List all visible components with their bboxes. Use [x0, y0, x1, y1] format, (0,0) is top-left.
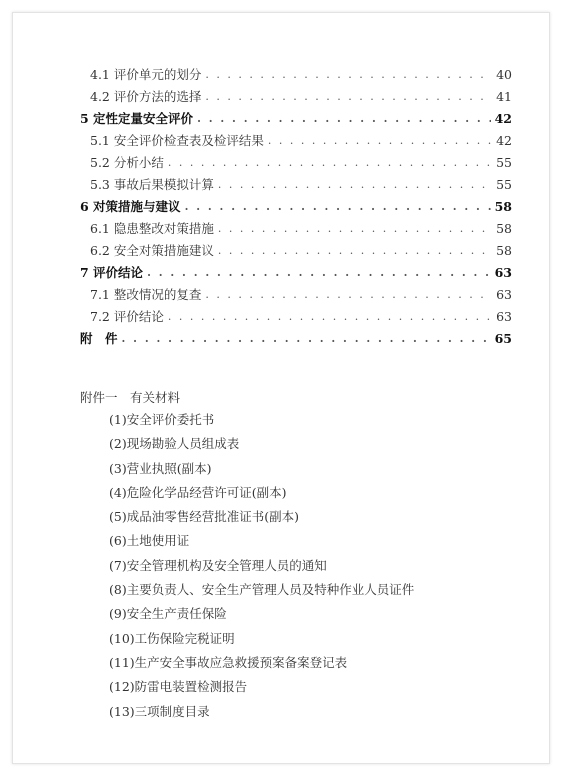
toc-section-entry[interactable] — [80, 62, 512, 84]
toc-page-number: 55 — [496, 155, 512, 170]
attachment-item: (4)危险化学品经营许可证(副本) — [109, 484, 287, 500]
toc-dot-leader — [268, 132, 492, 150]
toc-dot-leader — [218, 242, 492, 260]
toc-dot-leader — [205, 286, 492, 304]
toc-entry-title: 5.3 事故后果模拟计算 — [90, 177, 214, 192]
toc-section-entry[interactable] — [80, 216, 512, 238]
toc-entry-title: 5.1 安全评价检查表及检评结果 — [90, 133, 264, 148]
toc-page-number: 63 — [496, 287, 512, 302]
attachment-list — [109, 408, 414, 724]
toc-dot-leader — [197, 110, 491, 128]
toc-entry-title: 5.2 分析小结 — [90, 155, 164, 170]
toc-dot-leader — [122, 330, 491, 348]
toc-entry-title: 5 定性定量安全评价 — [80, 111, 194, 126]
toc-dot-leader — [205, 88, 492, 106]
toc-entry-title: 4.2 评价方法的选择 — [90, 89, 202, 104]
attachment-item: (6)土地使用证 — [109, 533, 190, 549]
toc-section-entry[interactable] — [80, 172, 512, 194]
attachment-item: (13)三项制度目录 — [109, 703, 210, 719]
toc-entry-title: 7 评价结论 — [80, 265, 144, 280]
toc-section-entry[interactable] — [80, 282, 512, 304]
toc-page-number: 63 — [494, 265, 512, 280]
toc-chapter-entry[interactable] — [80, 106, 512, 128]
toc-entry-title: 6.2 安全对策措施建议 — [90, 243, 214, 258]
toc-entry-title: 6.1 隐患整改对策措施 — [90, 221, 214, 236]
toc-section-entry[interactable] — [80, 238, 512, 260]
toc-chapter-entry[interactable] — [80, 194, 512, 216]
attachment-item: (1)安全评价委托书 — [109, 412, 215, 427]
attachment-item: (7)安全管理机构及安全管理人员的通知 — [109, 557, 327, 573]
attachment-item: (2)现场勘验人员组成表 — [109, 436, 240, 452]
toc-dot-leader — [218, 220, 492, 238]
attachment-item: (11)生产安全事故应急救援预案备案登记表 — [109, 654, 348, 670]
toc-dot-leader — [168, 154, 492, 172]
toc-page-number: 63 — [496, 309, 512, 324]
toc-page-number: 40 — [496, 67, 512, 82]
attachment-item: (9)安全生产责任保险 — [109, 606, 227, 622]
toc-entry-title: 4.1 评价单元的划分 — [90, 67, 202, 82]
toc-entry-title: 7.2 评价结论 — [90, 309, 164, 324]
toc-chapter-entry[interactable] — [80, 326, 512, 348]
toc-entry-title: 7.1 整改情况的复查 — [90, 287, 202, 302]
toc-dot-leader — [168, 308, 492, 326]
toc-section-entry[interactable] — [80, 128, 512, 150]
toc-section-entry[interactable] — [80, 84, 512, 106]
toc-section-entry[interactable] — [80, 150, 512, 172]
attachment-item: (3)营业执照(副本) — [109, 460, 212, 476]
toc-page-number: 55 — [496, 177, 512, 192]
toc-page-number: 58 — [496, 243, 512, 258]
toc-dot-leader — [147, 264, 491, 282]
toc-chapter-entry[interactable] — [80, 260, 512, 282]
attachment-item: (5)成品油零售经营批准证书(副本) — [109, 509, 299, 525]
attachment-item: (10)工伤保险完税证明 — [109, 630, 235, 646]
toc-page-number: 42 — [494, 111, 512, 126]
attachment-item: (8)主要负责人、安全生产管理人员及特种作业人员证件 — [109, 582, 415, 598]
toc-dot-leader — [185, 198, 491, 216]
document-page — [12, 12, 550, 764]
attachment-heading: 附件一 有关材料 — [80, 390, 181, 405]
toc-dot-leader — [205, 66, 492, 84]
toc-entry-title: 6 对策措施与建议 — [80, 199, 181, 214]
toc-entry-title: 附 件 — [80, 331, 118, 346]
toc-page-number: 58 — [494, 199, 512, 214]
toc-section-entry[interactable] — [80, 304, 512, 326]
table-of-contents — [80, 62, 512, 348]
attachment-item: (12)防雷电装置检测报告 — [109, 679, 248, 695]
toc-page-number: 41 — [496, 89, 512, 104]
toc-page-number: 65 — [494, 331, 512, 346]
toc-page-number: 42 — [496, 133, 512, 148]
toc-dot-leader — [218, 176, 492, 194]
toc-page-number: 58 — [496, 221, 512, 236]
